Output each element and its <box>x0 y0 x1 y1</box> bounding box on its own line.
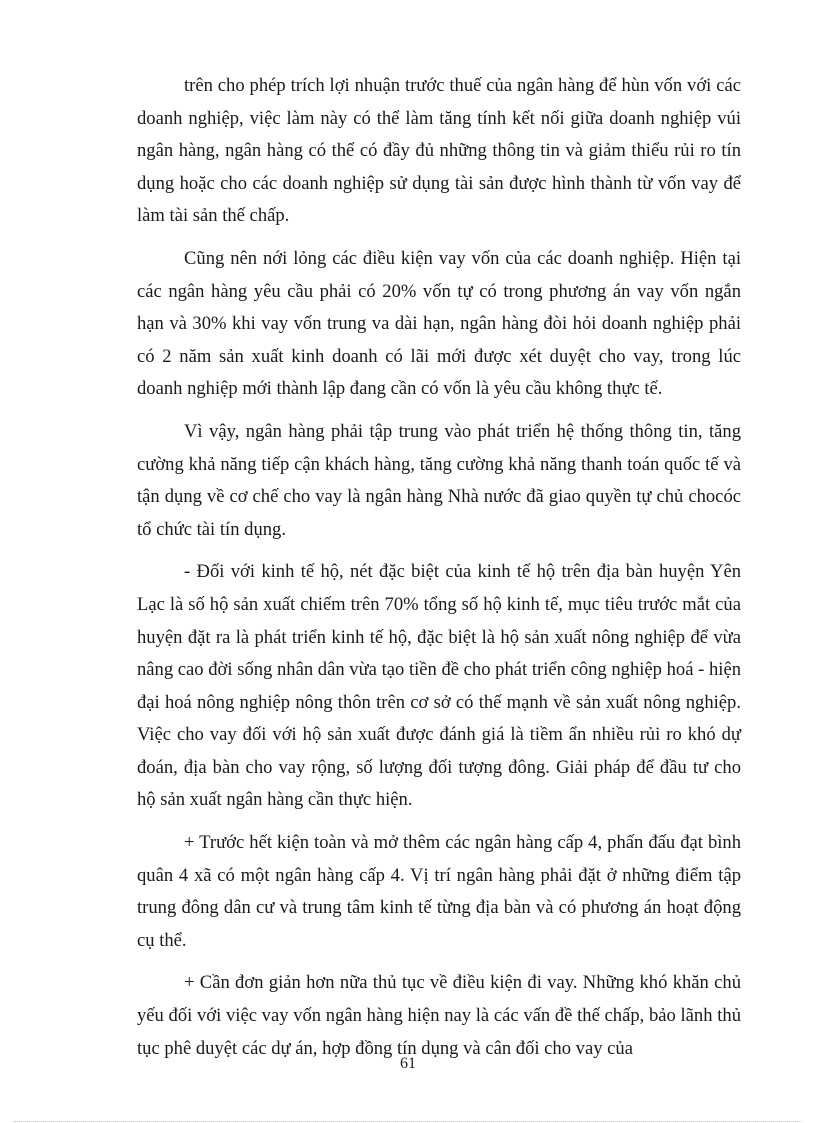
paragraph-2: Cũng nên nới lỏng các điều kiện vay vốn của các doanh nghiệp. Hiện tại các ngân hàng yêu cầu phải có 20% vốn tự có trong phương án vay vốn ngắn hạn và 30% khi vay vốn trung va dài hạn, ngân hàng đòi hỏi doanh nghiệp phải có 2 năm sản xuất kinh doanh có lãi mới được xét duyệt cho vay, trong lúc doanh nghiệp mới thành lập đang cần có vốn là yêu cầu không thực tế. <box>137 247 741 400</box>
paragraph-5: + Trước hết kiện toàn và mở thêm các ngân hàng cấp 4, phấn đấu đạt bình quân 4 xã có một ngân hàng cấp 4. Vị trí ngân hàng phải đặt ở những điểm tập trung đông dân cư và trung tâm kinh tế từng địa bàn và có phương án hoạt động cụ thể. <box>137 832 741 951</box>
footer-divider <box>14 1121 802 1122</box>
paragraph-1: trên cho phép trích lợi nhuận trước thuế của ngân hàng để hùn vốn với các doanh nghiệp, việc làm này có thể làm tăng tính kết nối giữa doanh nghiệp vúi ngân hàng, ngân hàng có thể có đầy đủ những thông tin và giảm thiểu rủi ro tín dụng hoặc cho các doanh nghiệp sử dụng tài sản được hình thành từ vốn vay để làm tài sản thế chấp. <box>137 75 741 227</box>
paragraph-4: - Đối với kinh tế hộ, nét đặc biệt của kinh tế hộ trên địa bàn huyện Yên Lạc là số hộ sản xuất chiếm trên 70% tổng số hộ kinh tế, mục tiêu trước mắt của huyện đặt ra là phát triển kinh tế hộ, đặc biệt là hộ sản xuất nông nghiệp để vừa nâng cao đời sống nhân dân vừa tạo tiền đề cho phát triển công nghiệp hoá - hiện đại hoá nông nghiệp nông thôn trên cơ sở có thế mạnh về sản xuất nông nghiệp. Việc cho vay đối với hộ sản xuất được đánh giá là tiềm ẩn nhiều rủi ro khó dự đoán, địa bàn cho vay rộng, số lượng đối tượng đông. Giải pháp để đầu tư cho hộ sản xuất ngân hàng cần thực hiện. <box>137 561 741 811</box>
page-number: 61 <box>400 1055 416 1072</box>
body-text <box>137 70 741 1075</box>
paragraph-3: Vì vậy, ngân hàng phải tập trung vào phát triển hệ thống thông tin, tăng cường khả năng tiếp cận khách hàng, tăng cường khả năng thanh toán quốc tế và tận dụng về cơ chế cho vay là ngân hàng Nhà nước đã giao quyền tự chủ chocóc tổ chức tài tín dụng. <box>137 420 741 540</box>
paragraph-6: + Cần đơn giản hơn nữa thủ tục về điều kiện đi vay. Những khó khăn chủ yếu đối với việc vay vốn ngân hàng hiện nay là các vấn đề thế chấp, bảo lãnh thủ tục phê duyệt các dự án, hợp đồng tín dụng và cân đối cho vay của <box>137 972 741 1059</box>
